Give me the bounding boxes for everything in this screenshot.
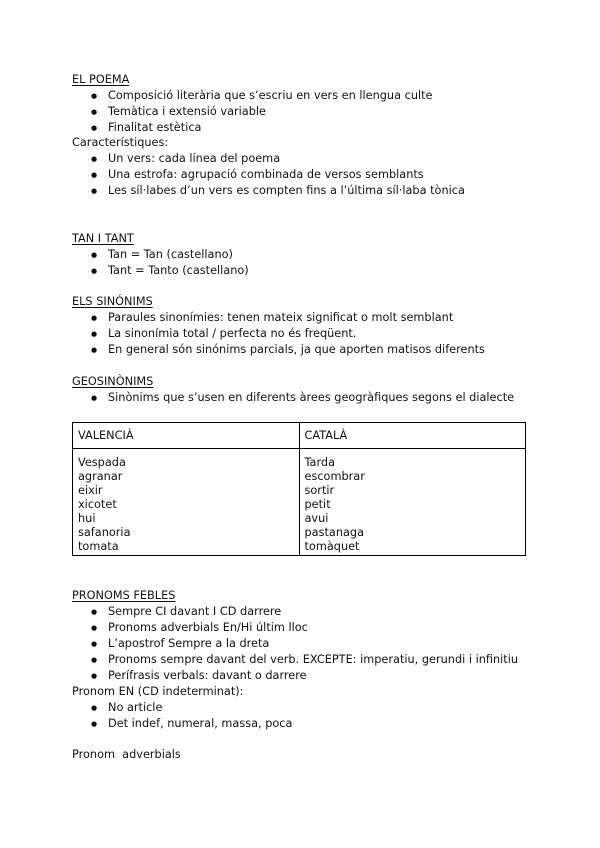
list-item: ● L’apostrof Sempre a la dreta: [72, 636, 518, 652]
section-heading-tan-i-tant: TAN I TANT: [72, 232, 134, 245]
list-item: ● Perífrasis verbals: davant o darrere: [72, 668, 518, 684]
section-heading-geosinonims: GEOSINÒNIMS: [72, 375, 154, 388]
catala-words-cell: [299, 449, 526, 556]
table-header-catala: CATALÀ: [299, 423, 526, 449]
list-item: ● La sinonímia total / perfecta no és freqüent.: [72, 326, 485, 342]
table-cell: Vespada: [78, 456, 126, 469]
pronom-en-list: [72, 700, 292, 732]
list-item: ● Pronoms adverbials En/Hi últim lloc: [72, 620, 518, 636]
table-header-row: [73, 423, 526, 449]
section-heading-sinonims: ELS SINÓNIMS: [72, 295, 153, 308]
section-heading-poema: EL POEMA: [72, 73, 130, 86]
table-cell: agranar: [78, 470, 123, 483]
table-cell: eixir: [78, 484, 103, 497]
sinonims-list: [72, 310, 485, 358]
list-item: ● Det indef, numeral, massa, poca: [72, 716, 292, 732]
characteristics-subheading: Característiques:: [72, 136, 169, 149]
list-item: ● Finalitat estètica: [72, 120, 433, 136]
table-cell: petit: [304, 498, 331, 511]
table-cell: avui: [304, 512, 329, 525]
list-item: ● Tant = Tanto (castellano): [72, 263, 249, 279]
pronoms-list: [72, 604, 518, 684]
list-item: ● Paraules sinonímies: tenen mateix significat o molt semblant: [72, 310, 485, 326]
table-row: [73, 449, 526, 556]
list-item: ● Una estrofa: agrupació combinada de versos semblants: [72, 167, 465, 183]
list-item: ● Tan = Tan (castellano): [72, 247, 249, 263]
table-header-valencia: VALENCIÀ: [73, 423, 300, 449]
poema-list: [72, 88, 433, 136]
pronom-en-subheading: Pronom EN (CD indeterminat):: [72, 685, 244, 698]
list-item: ● Sinònims que s’usen en diferents àrees geogràfiques segons el dialecte: [72, 390, 514, 406]
table-cell: xicotet: [78, 498, 117, 511]
list-item: ● Pronoms sempre davant del verb. EXCEPTE: imperatiu, gerundi i infinitiu: [72, 652, 518, 668]
characteristics-list: [72, 151, 465, 199]
list-item: ● Sempre CI davant I CD darrere: [72, 604, 518, 620]
table-cell: Tarda: [304, 456, 335, 469]
valencia-words-cell: [73, 449, 300, 556]
table-cell: escombrar: [304, 470, 365, 483]
section-heading-pronoms-febles: PRONOMS FEBLES: [72, 589, 176, 602]
table-cell: tomata: [78, 540, 119, 553]
list-item: ● Un vers: cada línea del poema: [72, 151, 465, 167]
list-item: ● Les síl·labes d’un vers es compten fins a l’última síl·laba tònica: [72, 183, 465, 199]
table-cell: pastanaga: [304, 526, 365, 539]
list-item: ● Temàtica i extensió variable: [72, 104, 433, 120]
tan-i-tant-list: [72, 247, 249, 279]
table-cell: safanoria: [78, 526, 131, 539]
table-cell: sortir: [304, 484, 335, 497]
pronom-adverbials-line: Pronom adverbials: [72, 748, 181, 761]
table-cell: tomàquet: [304, 540, 360, 553]
geosinonims-list: [72, 390, 514, 406]
list-item: ● En general són sinónims parcials, ja que aporten matisos diferents: [72, 342, 485, 358]
list-item: ● Composició literària que s’escriu en vers en llengua culte: [72, 88, 433, 104]
table-cell: hui: [78, 512, 96, 525]
geosinonims-table: [72, 422, 526, 556]
list-item: ● No article: [72, 700, 292, 716]
